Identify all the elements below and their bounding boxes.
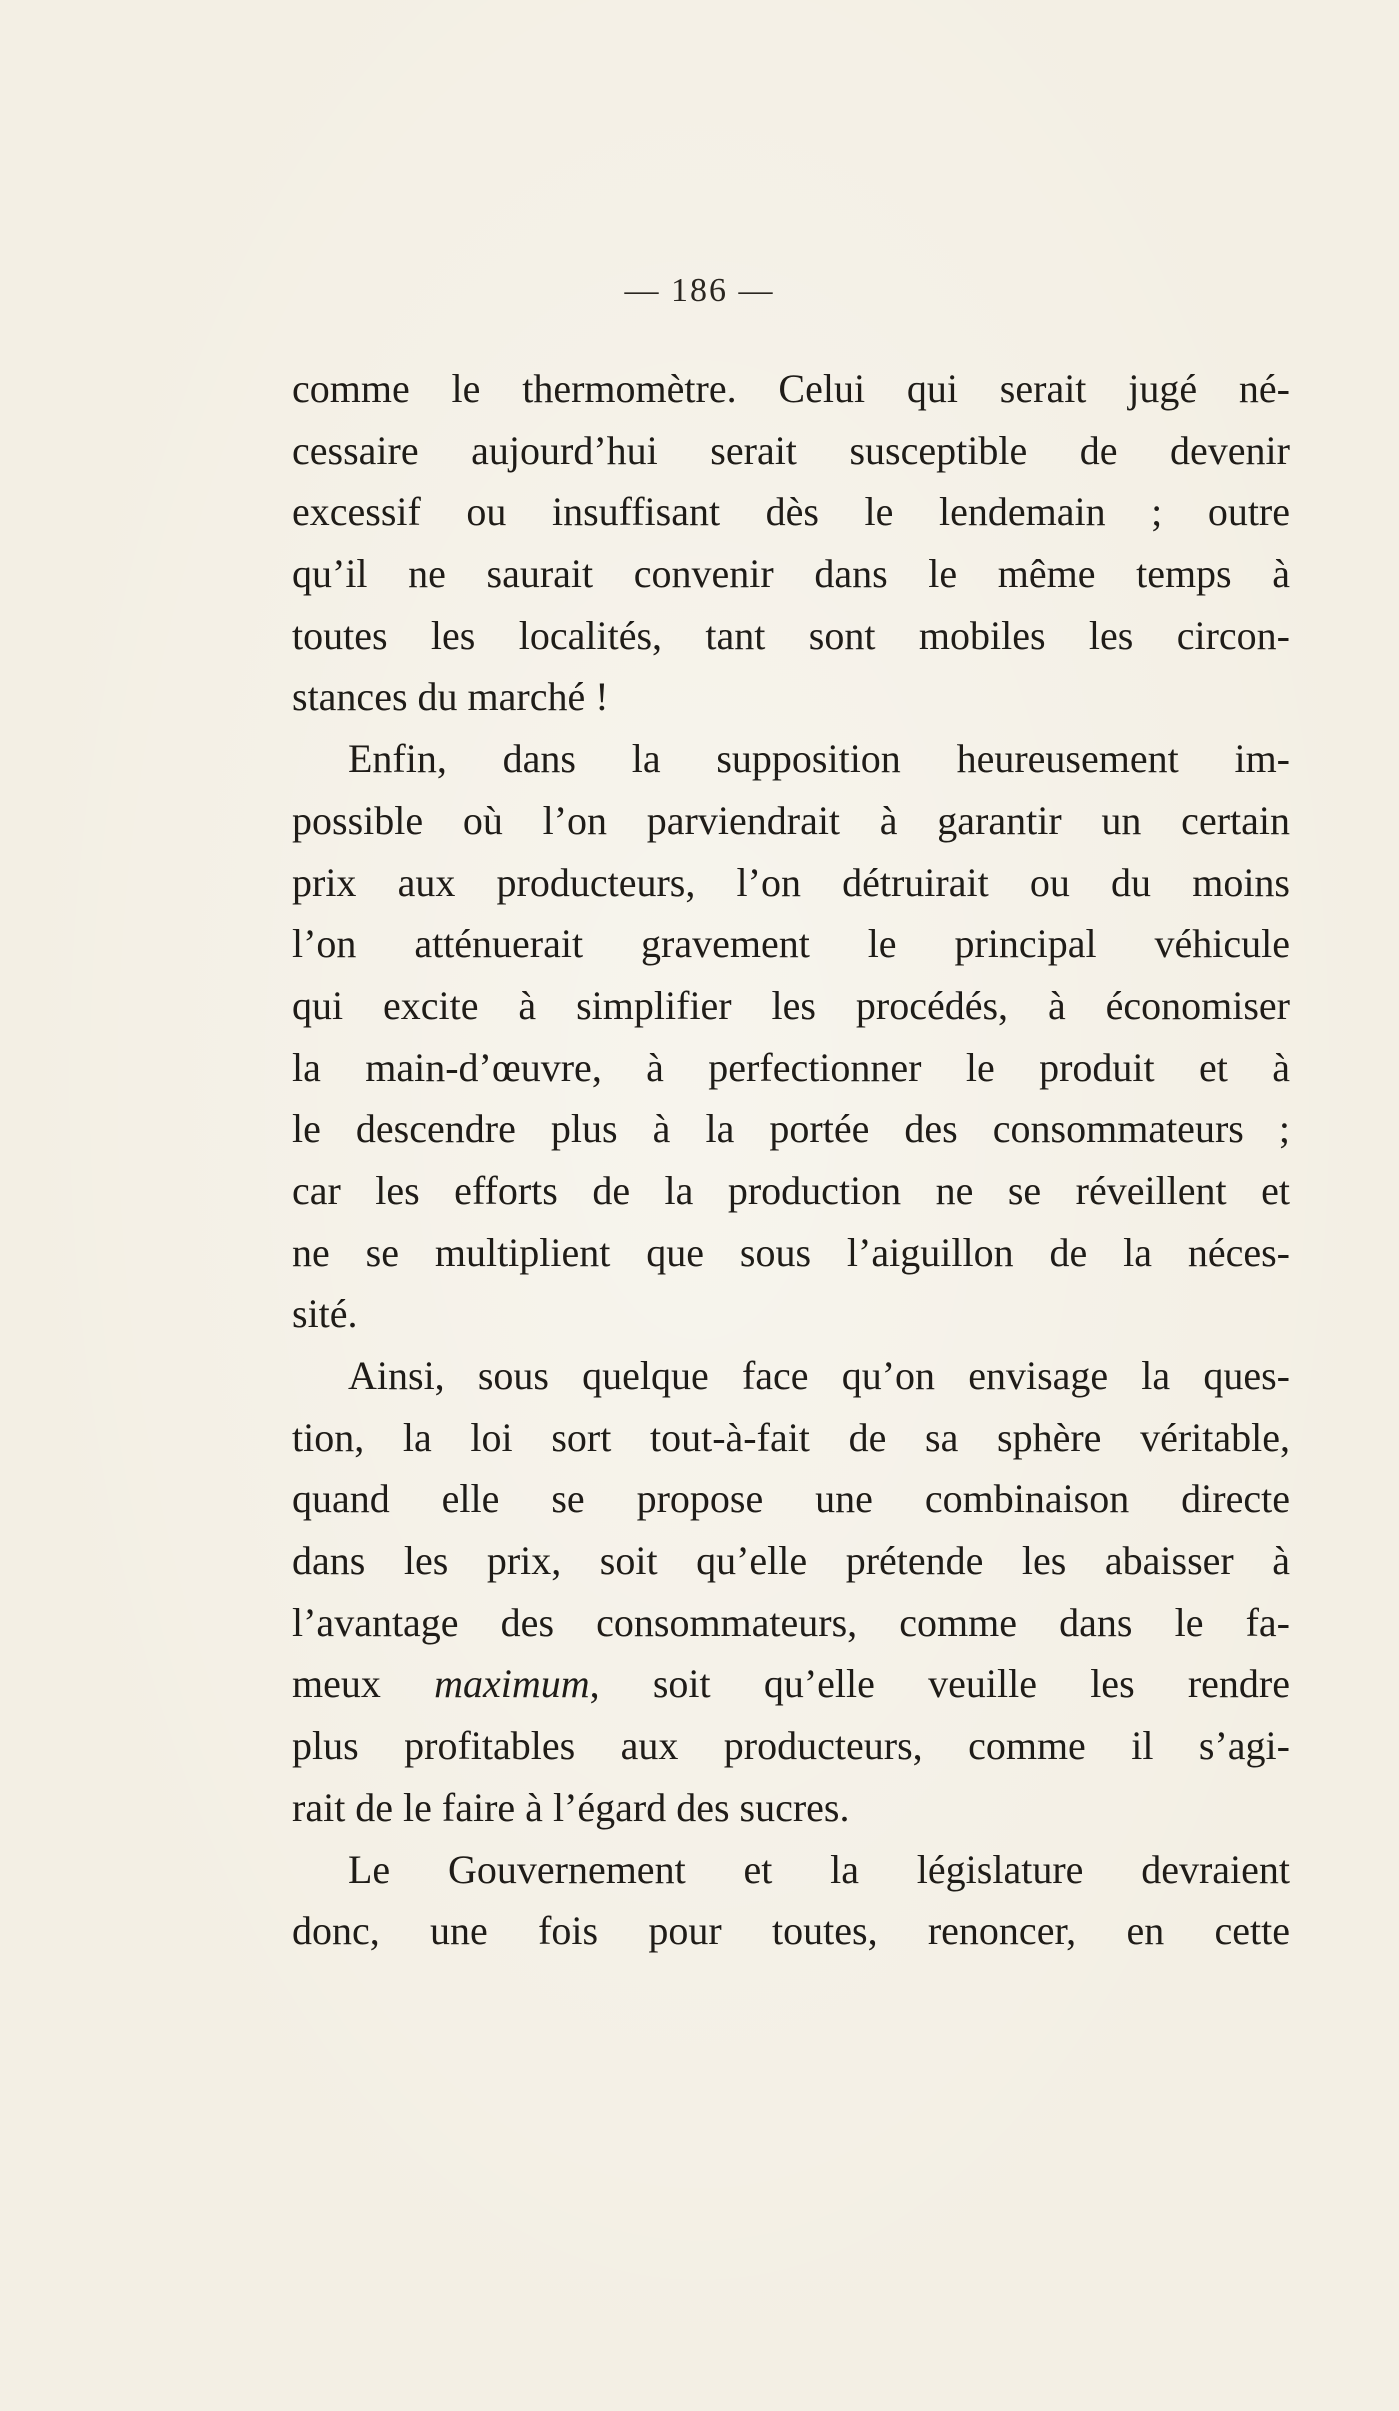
text-line: possible où l’on parviendrait à garantir un certain	[292, 797, 1290, 843]
text-line: ne se multiplient que sous l’aiguillon de la néces-	[292, 1229, 1290, 1275]
page-number: — 186 —	[624, 272, 775, 309]
text-line: tion, la loi sort tout-à-fait de sa sphère véritable,	[292, 1414, 1290, 1460]
text-line: comme le thermomètre. Celui qui serait jugé né-	[292, 366, 1290, 411]
text-line: stances du marché !	[292, 674, 609, 720]
text-line: excessif ou insuffisant dès le lendemain ; outre	[292, 489, 1290, 535]
text-line: qui excite à simplifier les procédés, à économiser	[292, 982, 1290, 1028]
text-line: l’on atténuerait gravement le principal véhicule	[292, 921, 1290, 967]
text-line: qu’il ne saurait convenir dans le même temps à	[292, 551, 1290, 597]
text-line: Le Gouvernement et la législature devraient	[348, 1846, 1290, 1892]
text-line: prix aux producteurs, l’on détruirait ou du moins	[292, 859, 1290, 905]
text-line: l’avantage des consommateurs, comme dans le fa-	[292, 1599, 1290, 1645]
text-line: sité.	[292, 1291, 358, 1337]
text-line: quand elle se propose une combinaison directe	[292, 1476, 1290, 1522]
text-line: car les efforts de la production ne se réveillent et	[292, 1167, 1290, 1213]
text-line	[292, 1653, 1290, 1715]
text-line: cessaire aujourd’hui serait susceptible de devenir	[292, 427, 1290, 473]
text-line: Ainsi, sous quelque face qu’on envisage la ques-	[348, 1353, 1290, 1398]
text-line: dans les prix, soit qu’elle prétende les abaisser à	[292, 1538, 1290, 1584]
body-text	[292, 358, 1290, 1962]
text-line: donc, une fois pour toutes, renoncer, en cette	[292, 1908, 1290, 1954]
text-fragment: , soit qu’elle veuille les rendre	[589, 1661, 1290, 1707]
text-line: rait de le faire à l’égard des sucres.	[292, 1784, 850, 1830]
text-line: le descendre plus à la portée des consommateurs ;	[292, 1106, 1290, 1152]
italic-term: maximum	[434, 1661, 590, 1707]
text-fragment: meux	[292, 1661, 435, 1707]
text-line: plus profitables aux producteurs, comme il s’agi-	[292, 1723, 1290, 1769]
text-line: Enfin, dans la supposition heureusement im-	[348, 736, 1290, 782]
text-line: toutes les localités, tant sont mobiles les circon-	[292, 612, 1290, 658]
text-line: la main-d’œuvre, à perfectionner le produit et à	[292, 1044, 1290, 1090]
